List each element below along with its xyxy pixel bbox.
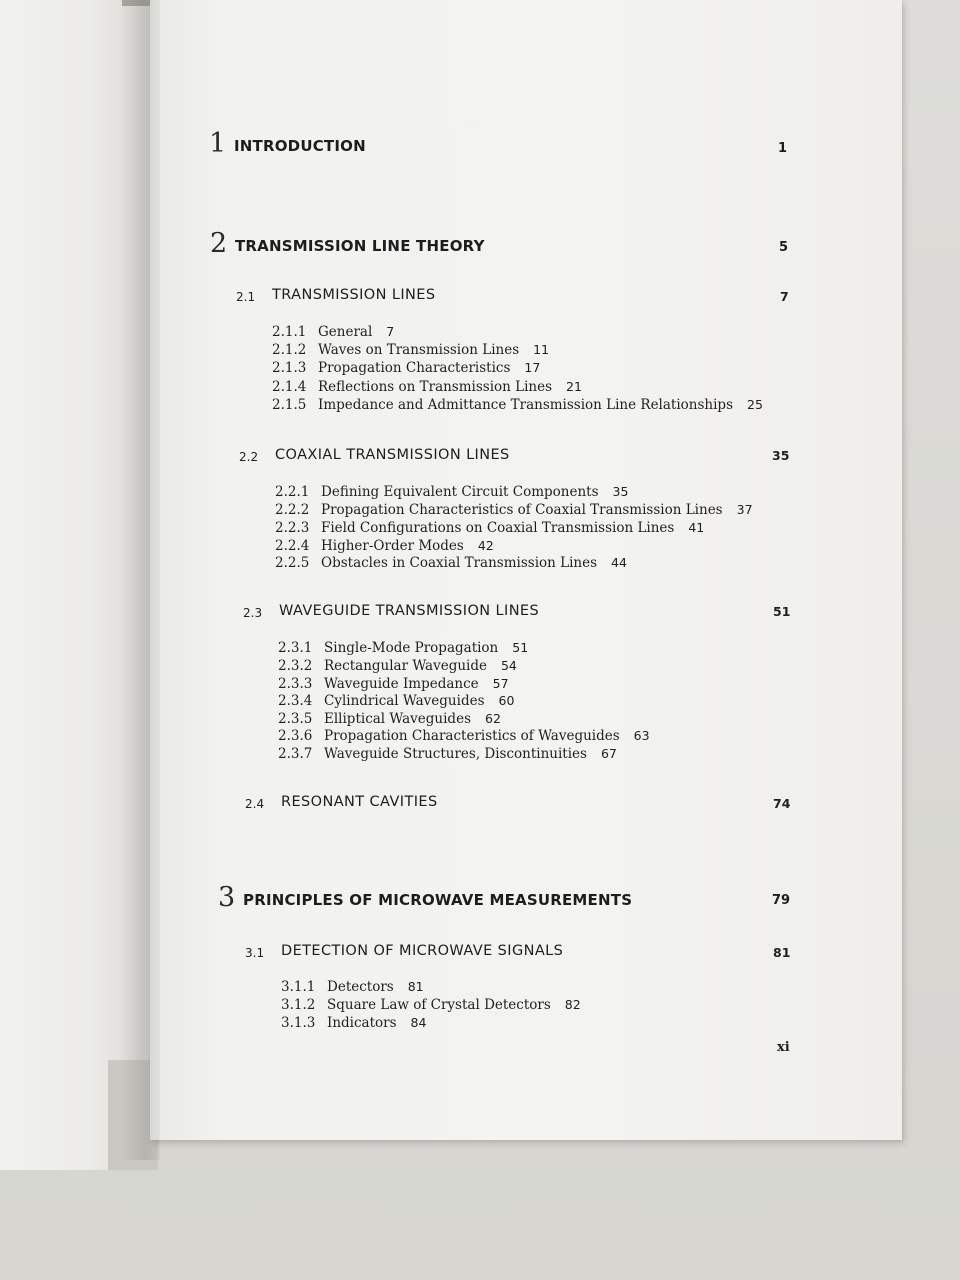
list-item xyxy=(272,341,549,359)
section-number: 2.4 xyxy=(245,797,265,811)
list-item xyxy=(272,323,394,341)
subsection-page: 41 xyxy=(688,520,705,535)
subsection-page: 60 xyxy=(498,693,515,708)
subsection-page: 21 xyxy=(566,379,582,394)
list-item xyxy=(272,359,540,377)
section-title: COAXIAL TRANSMISSION LINES xyxy=(275,447,510,463)
subsection-page: 62 xyxy=(485,711,501,726)
subsection-page: 54 xyxy=(500,658,517,673)
page-folio: xi xyxy=(777,1040,790,1055)
section-page: 35 xyxy=(772,448,790,463)
subsection-number: 2.2.5 xyxy=(275,555,310,571)
subsection-title: Impedance and Admittance Transmission Line Relationships xyxy=(318,397,733,413)
subsection-title: Waveguide Impedance xyxy=(324,676,479,692)
chapter-number: 1 xyxy=(209,128,227,159)
subsection-title: General xyxy=(318,324,373,340)
subsection-title: Rectangular Waveguide xyxy=(324,658,487,674)
section-title: RESONANT CAVITIES xyxy=(281,794,438,810)
subsection-number: 3.1.1 xyxy=(281,979,316,995)
subsection-number: 2.1.2 xyxy=(272,342,307,358)
subsection-number: 2.3.6 xyxy=(278,728,313,744)
subsection-page: 11 xyxy=(533,342,550,357)
list-item xyxy=(275,519,704,537)
section-number: 2.2 xyxy=(239,450,259,464)
subsection-page: 82 xyxy=(564,997,581,1012)
subsection-number: 2.3.2 xyxy=(278,658,313,674)
subsection-number: 2.2.2 xyxy=(275,502,310,518)
subsection-number: 3.1.3 xyxy=(281,1015,316,1031)
section-title: TRANSMISSION LINES xyxy=(272,287,436,303)
subsection-page: 63 xyxy=(633,728,650,743)
subsection-title: Propagation Characteristics xyxy=(318,360,511,376)
chapter-title: TRANSMISSION LINE THEORY xyxy=(235,237,485,255)
chapter-page: 79 xyxy=(772,893,791,908)
subsection-number: 3.1.2 xyxy=(281,997,316,1013)
subsection-page: 67 xyxy=(600,746,617,761)
subsection-page: 44 xyxy=(611,555,627,570)
subsection-page: 7 xyxy=(386,324,395,339)
chapter-title: INTRODUCTION xyxy=(234,137,366,155)
list-item xyxy=(278,675,509,693)
subsection-page: 35 xyxy=(612,484,629,499)
chapter-number: 3 xyxy=(218,882,236,913)
chapter-title: PRINCIPLES OF MICROWAVE MEASUREMENTS xyxy=(243,891,633,909)
subsection-title: Field Configurations on Coaxial Transmission Lines xyxy=(321,520,675,536)
chapter-page: 5 xyxy=(779,240,789,255)
subsection-page: 17 xyxy=(524,360,541,375)
subsection-number: 2.3.3 xyxy=(278,676,313,692)
subsection-title: Square Law of Crystal Detectors xyxy=(327,997,551,1013)
subsection-page: 84 xyxy=(410,1015,427,1030)
subsection-number: 2.1.5 xyxy=(272,397,307,413)
list-item xyxy=(278,710,501,728)
subsection-title: Propagation Characteristics of Coaxial Transmission Lines xyxy=(321,502,723,518)
subsection-number: 2.1.3 xyxy=(272,360,307,376)
subsection-number: 2.3.1 xyxy=(278,640,313,656)
section-page: 74 xyxy=(773,796,791,811)
section-page: 81 xyxy=(773,945,791,960)
list-item xyxy=(281,1014,426,1032)
subsection-title: Obstacles in Coaxial Transmission Lines xyxy=(321,555,598,571)
section-number: 3.1 xyxy=(245,946,265,960)
subsection-title: Reflections on Transmission Lines xyxy=(318,379,553,395)
list-item xyxy=(281,978,424,996)
subsection-title: Higher-Order Modes xyxy=(321,538,464,554)
subsection-title: Elliptical Waveguides xyxy=(324,711,471,727)
list-item xyxy=(278,639,528,657)
subsection-page: 57 xyxy=(492,676,509,691)
section-number: 2.1 xyxy=(236,290,256,304)
subsection-number: 2.1.4 xyxy=(272,379,307,395)
list-item xyxy=(275,483,628,501)
subsection-number: 2.3.4 xyxy=(278,693,313,709)
list-item xyxy=(275,501,753,519)
list-item xyxy=(272,396,763,414)
subsection-title: Defining Equivalent Circuit Components xyxy=(321,484,599,500)
chapter-number: 2 xyxy=(210,228,228,259)
list-item xyxy=(281,996,581,1014)
subsection-number: 2.3.7 xyxy=(278,746,313,762)
subsection-title: Single-Mode Propagation xyxy=(324,640,499,656)
subsection-page: 37 xyxy=(736,502,753,517)
subsection-page: 81 xyxy=(407,979,424,994)
subsection-number: 2.1.1 xyxy=(272,324,307,340)
subsection-title: Indicators xyxy=(327,1015,397,1031)
section-title: WAVEGUIDE TRANSMISSION LINES xyxy=(279,603,540,619)
subsection-title: Waveguide Structures, Discontinuities xyxy=(324,746,587,762)
subsection-title: Cylindrical Waveguides xyxy=(324,693,485,709)
subsection-title: Waves on Transmission Lines xyxy=(318,342,520,358)
list-item xyxy=(278,692,514,710)
list-item xyxy=(272,378,582,396)
chapter-page: 1 xyxy=(778,141,788,156)
section-page: 51 xyxy=(773,604,791,619)
list-item xyxy=(278,745,617,763)
subsection-page: 25 xyxy=(747,397,763,412)
section-number: 2.3 xyxy=(243,606,263,620)
subsection-number: 2.2.3 xyxy=(275,520,310,536)
subsection-number: 2.2.4 xyxy=(275,538,310,554)
subsection-number: 2.2.1 xyxy=(275,484,310,500)
subsection-number: 2.3.5 xyxy=(278,711,313,727)
list-item xyxy=(275,537,494,555)
subsection-page: 42 xyxy=(477,538,494,553)
list-item xyxy=(275,554,627,572)
subsection-title: Propagation Characteristics of Waveguides xyxy=(324,728,620,744)
list-item xyxy=(278,727,650,745)
section-page: 7 xyxy=(780,289,789,304)
list-item xyxy=(278,657,517,675)
subsection-page: 51 xyxy=(512,640,529,655)
subsection-title: Detectors xyxy=(327,979,394,995)
section-title: DETECTION OF MICROWAVE SIGNALS xyxy=(281,943,564,959)
